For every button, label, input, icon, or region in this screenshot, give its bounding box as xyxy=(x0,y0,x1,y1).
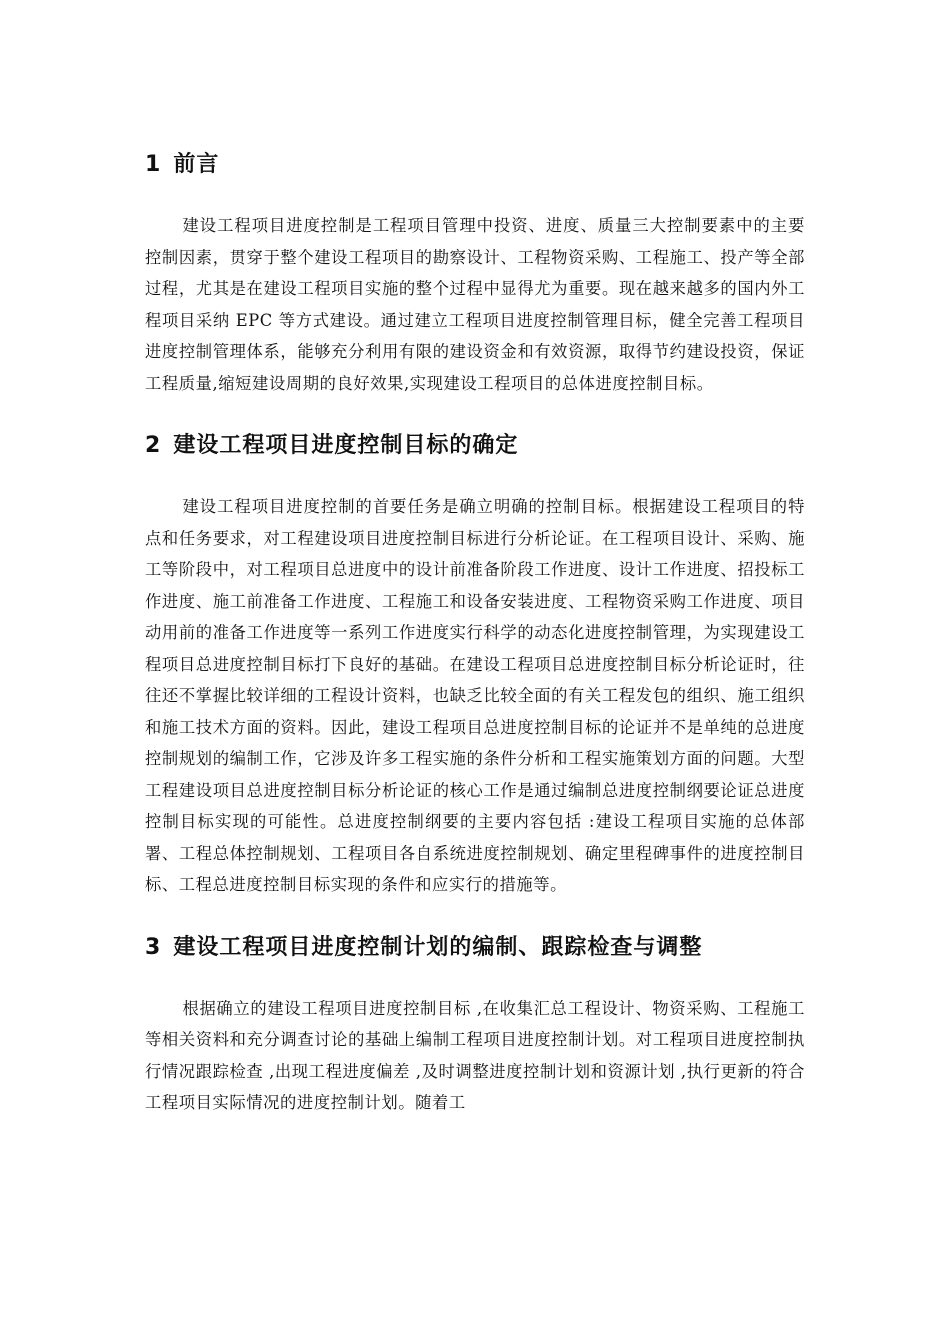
section-title: 建设工程项目进度控制计划的编制、跟踪检查与调整 xyxy=(173,934,703,960)
section-3 xyxy=(145,931,805,1119)
document-body xyxy=(145,148,805,1149)
section-paragraph: 根据确立的建设工程项目进度控制目标 ,在收集汇总工程设计、物资采购、工程施工等相关资料和充分调查讨论的基础上编制工程项目进度控制计划。对工程项目进度控制执行情况跟踪检查 ,出现工程进度偏差 ,及时调整进度控制计划和资源计划 ,执行更新的符合工程项目实际情况的进度控制计划。随着工 xyxy=(145,998,805,1112)
section-paragraph: 建设工程项目进度控制是工程项目管理中投资、进度、质量三大控制要素中的主要控制因素，贯穿于整个建设工程项目的勘察设计、工程物资采购、工程施工、投产等全部过程，尤其是在建设工程项目实施的整个过程中显得尤为重要。现在越来越多的国内外工程项目采纳 EPC 等方式建设。通过建立工程项目进度控制管理目标，健全完善工程项目进度控制管理体系，能够充分利用有限的建设资金和有效资源，取得节约建设投资，保证工程质量,缩短建设周期的良好效果,实现建设工程项目的总体进度控制目标。 xyxy=(145,216,805,393)
section-heading xyxy=(145,148,805,182)
section-heading xyxy=(145,429,805,463)
section-paragraph: 建设工程项目进度控制的首要任务是确立明确的控制目标。根据建设工程项目的特点和任务要求，对工程建设项目进度控制目标进行分析论证。在工程项目设计、采购、施工等阶段中，对工程项目总进度中的设计前准备阶段工作进度、设计工作进度、招投标工作进度、施工前准备工作进度、工程施工和设备安装进度、工程物资采购工作进度、项目动用前的准备工作进度等一系列工作进度实行科学的动态化进度控制管理，为实现建设工程项目总进度控制目标打下良好的基础。在建设工程项目总进度控制目标分析论证时，往往还不掌握比较详细的工程设计资料，也缺乏比较全面的有关工程发包的组织、施工组织和施工技术方面的资料。因此，建设工程项目总进度控制目标的论证并不是单纯的总进度控制规划的编制工作，它涉及许多工程实施的条件分析和工程实施策划方面的问题。大型工程建设项目总进度控制目标分析论证的核心工作是通过编制总进度控制纲要论证总进度控制目标实现的可能性。总进度控制纲要的主要内容包括 :建设工程项目实施的总体部署、工程总体控制规划、工程项目各自系统进度控制规划、确定里程碑事件的进度控制目标、工程总进度控制目标实现的条件和应实行的措施等。 xyxy=(145,497,805,894)
section-number: 1 xyxy=(145,152,162,177)
section-2 xyxy=(145,429,805,901)
section-title: 建设工程项目进度控制目标的确定 xyxy=(173,433,519,458)
section-heading xyxy=(145,931,805,965)
section-number: 2 xyxy=(145,433,162,458)
section-number: 3 xyxy=(145,934,162,960)
section-1 xyxy=(145,148,805,399)
section-title: 前言 xyxy=(173,152,220,177)
